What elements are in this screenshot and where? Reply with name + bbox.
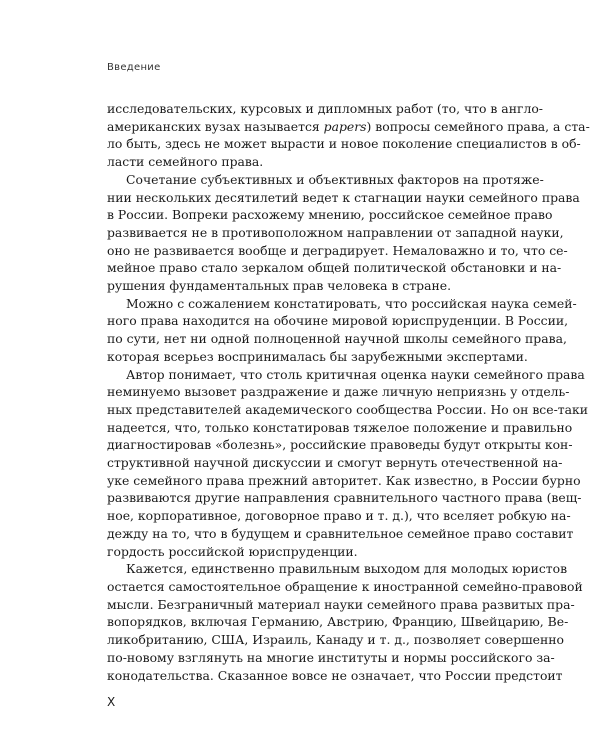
text-line: гордость российской юриспруденции. [107, 543, 358, 559]
text-line: Кажется, единственно правильным выходом для молодых юристов [126, 561, 568, 577]
text-line: мейное право стало зеркалом общей политической обстановки и на- [107, 260, 562, 276]
text-line: структивной научной дискуссии и смогут вернуть отечественной на- [107, 455, 563, 471]
paragraph [107, 295, 577, 366]
text-line: конодательства. Сказанное вовсе не означает, что России предстоит [107, 667, 563, 683]
text-line: ласти семейного права. [107, 154, 264, 170]
text-line: Сочетание субъективных и объективных факторов на протяже- [126, 171, 544, 187]
text-line: неминуемо вызовет раздражение и даже личную неприязнь у отдель- [107, 384, 570, 400]
body-text [107, 100, 590, 684]
text-line: ло быть, здесь не может вырасти и новое поколение специалистов в об- [107, 136, 581, 152]
text-line: рушения фундаментальных прав человека в стране. [107, 278, 452, 294]
paragraph [107, 560, 583, 684]
text-line: вопорядков, включая Германию, Австрию, Францию, Швейцарию, Ве- [107, 614, 569, 630]
text-line: американских вузах называется papers) вопросы семейного права, а ста- [107, 118, 590, 134]
text-line: ного права находится на обочине мировой юриспруденции. В России, [107, 313, 569, 329]
text-line: в России. Вопреки расхожему мнению, российское семейное право [107, 207, 553, 223]
text-line: ликобританию, США, Израиль, Канаду и т. д., позволяет совершенно [107, 632, 564, 648]
text-line: исследовательских, курсовых и дипломных работ (то, что в англо- [107, 101, 543, 116]
running-head: Введение [107, 62, 161, 73]
text-line: ное, корпоративное, договорное право и т. д.), что вселяет робкую на- [107, 508, 571, 524]
text-line: нии нескольких десятилетий ведет к стагнации науки семейного права [107, 189, 580, 205]
text-line: Автор понимает, что столь критичная оценка науки семейного права [126, 366, 585, 382]
text-line: Можно с сожалением констатировать, что российская наука семей- [126, 295, 577, 311]
text-line: остается самостоятельное обращение к иностранной семейно-правовой [107, 578, 583, 594]
text-line: уке семейного права прежний авторитет. Как известно, в России бурно [107, 472, 581, 488]
text-line: мысли. Безграничный материал науки семейного права развитых пра- [107, 596, 575, 612]
text-line: дежду на то, что в будущем и сравнительное семейное право составит [107, 525, 574, 541]
text-line: развиваются другие направления сравнительного частного права (вещ- [107, 490, 582, 506]
text-line: оно не развивается вообще и деградирует. Немаловажно и то, что се- [107, 242, 568, 258]
text-line: надеется, что, только констатировав тяжелое положение и правильно [107, 419, 573, 435]
text-line: по сути, нет ни одной полноценной научной школы семейного права, [107, 331, 567, 347]
paragraph [107, 366, 589, 561]
text-line: которая всерьез воспринималась бы зарубежными экспертами. [107, 348, 528, 364]
paragraph [107, 171, 580, 295]
paragraph [107, 100, 590, 171]
text-line: диагностировав «болезнь», российские правоведы будут открыты кон- [107, 437, 573, 453]
text-line: ных представителей академического сообщества России. Но он все-таки [107, 401, 589, 417]
page-number: X [107, 695, 116, 709]
text-line: развивается не в противоположном направлении от западной науки, [107, 224, 564, 240]
text-line: по-новому взглянуть на многие институты и нормы российского за- [107, 649, 555, 665]
